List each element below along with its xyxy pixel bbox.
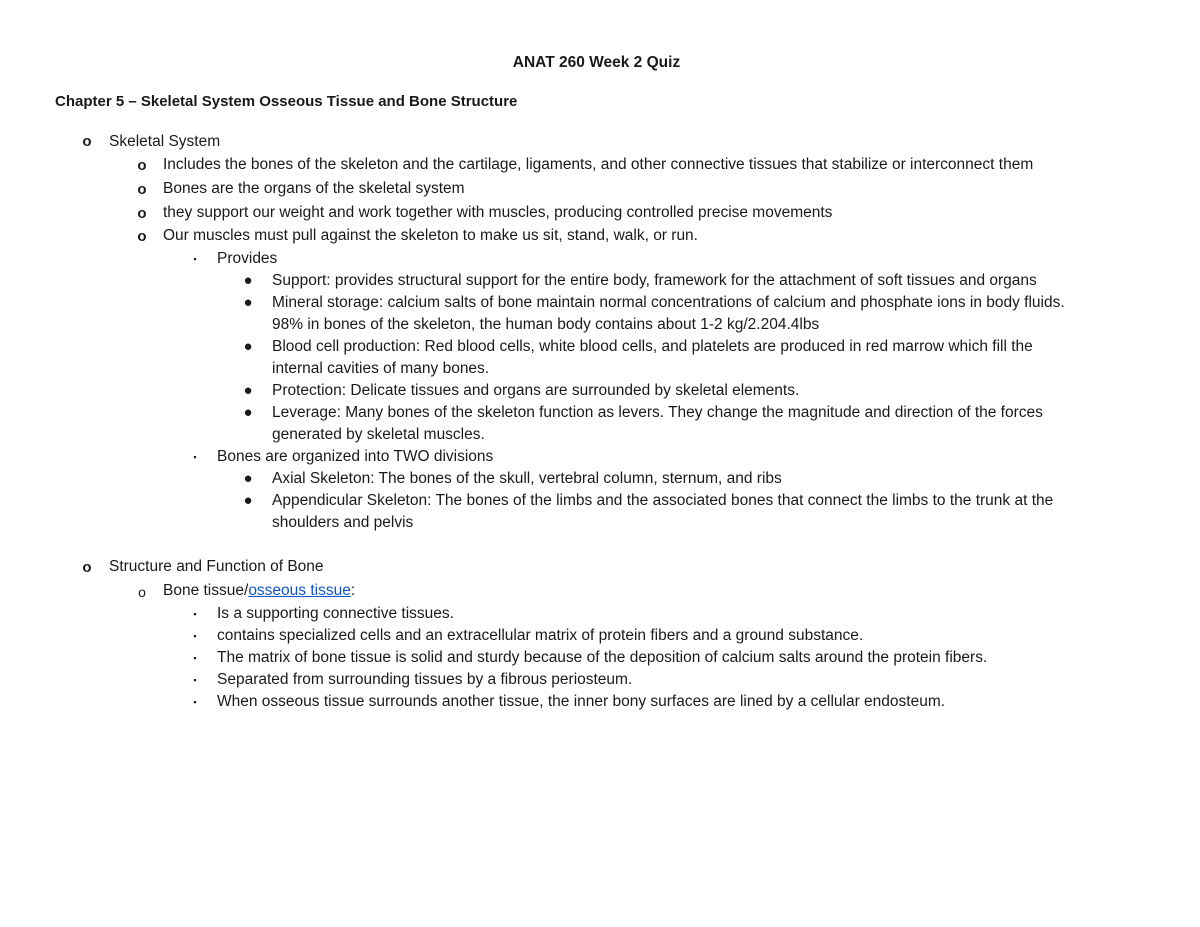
level1-bullet: o [82, 133, 92, 150]
list-item-appendicular: Appendicular Skeleton: The bones of the limbs and the associated bones that connect the limbs to the trunk at the [272, 492, 1054, 509]
document-title: ANAT 260 Week 2 Quiz [512, 54, 681, 71]
list-item-axial: Axial Skeleton: The bones of the skull, vertebral column, sternum, and ribs [272, 470, 782, 487]
level2-bullet: o [137, 205, 147, 222]
list-item: contains specialized cells and an extracellular matrix of protein fibers and a ground substance. [217, 627, 864, 644]
round-bullet: ● [243, 272, 253, 289]
list-item-appendicular-cont: shoulders and pelvis [272, 514, 414, 531]
list-item: Bones are the organs of the skeletal system [163, 180, 465, 197]
list-item: Separated from surrounding tissues by a fibrous periosteum. [217, 671, 633, 688]
list-item-leverage-cont: generated by skeletal muscles. [272, 426, 485, 443]
level2-bullet: o [137, 228, 147, 245]
list-item: The matrix of bone tissue is solid and sturdy because of the deposition of calcium salts around the protein fibers. [217, 649, 988, 666]
bone-tissue-suffix: : [350, 582, 356, 599]
list-item-leverage: Leverage: Many bones of the skeleton function as levers. They change the magnitude and direction of the forces [272, 404, 1043, 421]
provides-label: Provides [217, 250, 278, 267]
round-bullet: ● [243, 294, 253, 311]
round-bullet: ● [243, 404, 253, 421]
round-bullet: ● [243, 470, 253, 487]
list-item-mineral-cont: 98% in bones of the skeleton, the human body contains about 1-2 kg/2.204.4lbs [272, 316, 820, 333]
list-item: Includes the bones of the skeleton and the cartilage, ligaments, and other connective tissues that stabilize or interconnect them [163, 156, 1034, 173]
list-item-support: Support: provides structural support for the entire body, framework for the attachment of soft tissues and organs [272, 272, 1037, 289]
square-bullet: ▪ [193, 675, 197, 685]
round-bullet: ● [243, 492, 253, 509]
list-item-blood: Blood cell production: Red blood cells, white blood cells, and platelets are produced in red marrow which fill the [272, 338, 1033, 355]
list-item: Is a supporting connective tissues. [217, 605, 454, 622]
level1-bullet: o [82, 559, 92, 576]
list-item-blood-cont: internal cavities of many bones. [272, 360, 490, 377]
level2-bullet: o [138, 584, 146, 600]
square-bullet: ▪ [193, 452, 197, 462]
osseous-tissue-link[interactable]: osseous tissue [248, 582, 351, 599]
list-item: When osseous tissue surrounds another tissue, the inner bony surfaces are lined by a cellular endosteum. [217, 693, 946, 710]
section-heading-structure: Structure and Function of Bone [109, 558, 324, 575]
square-bullet: ▪ [193, 254, 197, 264]
divisions-label: Bones are organized into TWO divisions [217, 448, 494, 465]
square-bullet: ▪ [193, 653, 197, 663]
square-bullet: ▪ [193, 609, 197, 619]
chapter-heading: Chapter 5 – Skeletal System Osseous Tissue and Bone Structure [55, 93, 518, 110]
level2-bullet: o [137, 181, 147, 198]
round-bullet: ● [243, 382, 253, 399]
section-heading-skeletal: Skeletal System [109, 133, 221, 150]
list-item-protection: Protection: Delicate tissues and organs are surrounded by skeletal elements. [272, 382, 800, 399]
round-bullet: ● [243, 338, 253, 355]
list-item: Our muscles must pull against the skeleton to make us sit, stand, walk, or run. [163, 227, 698, 244]
square-bullet: ▪ [193, 631, 197, 641]
square-bullet: ▪ [193, 697, 197, 707]
list-item: they support our weight and work together with muscles, producing controlled precise movements [163, 204, 833, 221]
bone-tissue-line [163, 580, 355, 602]
level2-bullet: o [137, 157, 147, 174]
list-item-mineral: Mineral storage: calcium salts of bone maintain normal concentrations of calcium and phosphate ions in body fluids. [272, 294, 1065, 311]
bone-tissue-prefix: Bone tissue/ [163, 582, 249, 599]
